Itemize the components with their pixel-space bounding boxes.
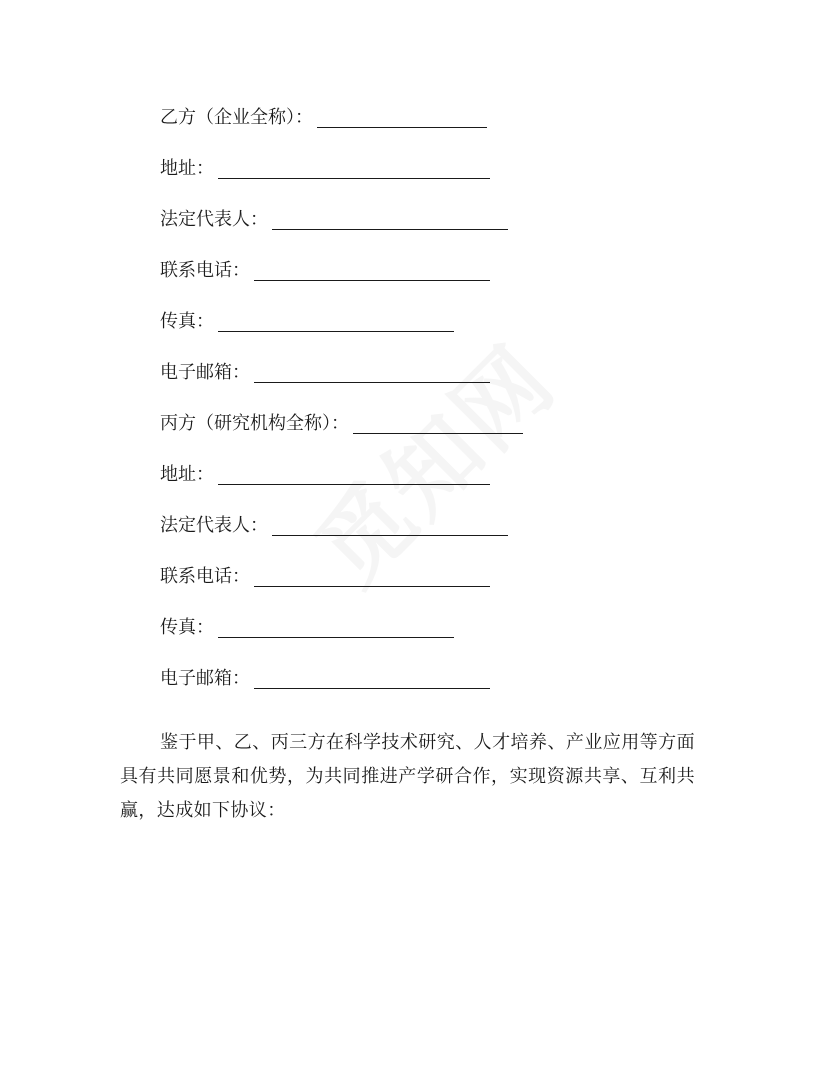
- party-b-email-field: [160, 355, 490, 385]
- party-b-heading: 乙方（企业全称）：: [160, 107, 313, 128]
- party-c-email-label: 电子邮箱：: [160, 668, 250, 689]
- party-c-name-field: [160, 406, 523, 436]
- party-c-phone-blank[interactable]: [254, 586, 490, 587]
- watermark: 觅知网: [296, 325, 576, 606]
- party-b-phone-label: 联系电话：: [160, 260, 250, 281]
- party-b-email-label: 电子邮箱：: [160, 362, 250, 383]
- party-b-phone-blank[interactable]: [254, 280, 490, 281]
- party-b-name-field: [160, 100, 487, 130]
- party-b-legal-rep-label: 法定代表人：: [160, 209, 268, 230]
- party-b-legal-rep-field: [160, 202, 508, 232]
- party-b-name-blank[interactable]: [317, 127, 487, 128]
- party-b-phone-field: [160, 253, 490, 283]
- party-b-fax-field: [160, 304, 454, 334]
- party-c-phone-label: 联系电话：: [160, 566, 250, 587]
- party-c-fax-label: 传真：: [160, 617, 214, 638]
- party-c-email-blank[interactable]: [254, 688, 490, 689]
- party-c-heading: 丙方（研究机构全称）：: [160, 413, 349, 434]
- party-c-fax-field: [160, 610, 454, 640]
- party-c-legal-rep-blank[interactable]: [272, 535, 508, 536]
- party-c-address-blank[interactable]: [218, 484, 490, 485]
- party-b-fax-blank[interactable]: [218, 331, 454, 332]
- party-c-email-field: [160, 661, 490, 691]
- party-c-fax-blank[interactable]: [218, 637, 454, 638]
- party-b-legal-rep-blank[interactable]: [272, 229, 508, 230]
- party-b-address-label: 地址：: [160, 158, 214, 179]
- party-c-legal-rep-field: [160, 508, 508, 538]
- intro-paragraph: 鉴于甲、乙、丙三方在科学技术研究、人才培养、产业应用等方面具有共同愿景和优势，为共同推进产学研合作，实现资源共享、互利共赢，达成如下协议：: [120, 732, 695, 821]
- party-b-address-blank[interactable]: [218, 178, 490, 179]
- party-c-name-blank[interactable]: [353, 433, 523, 434]
- party-c-address-label: 地址：: [160, 464, 214, 485]
- party-c-legal-rep-label: 法定代表人：: [160, 515, 268, 536]
- party-b-address-field: [160, 151, 490, 181]
- party-c-phone-field: [160, 559, 490, 589]
- party-c-address-field: [160, 457, 490, 487]
- party-b-email-blank[interactable]: [254, 382, 490, 383]
- party-b-fax-label: 传真：: [160, 311, 214, 332]
